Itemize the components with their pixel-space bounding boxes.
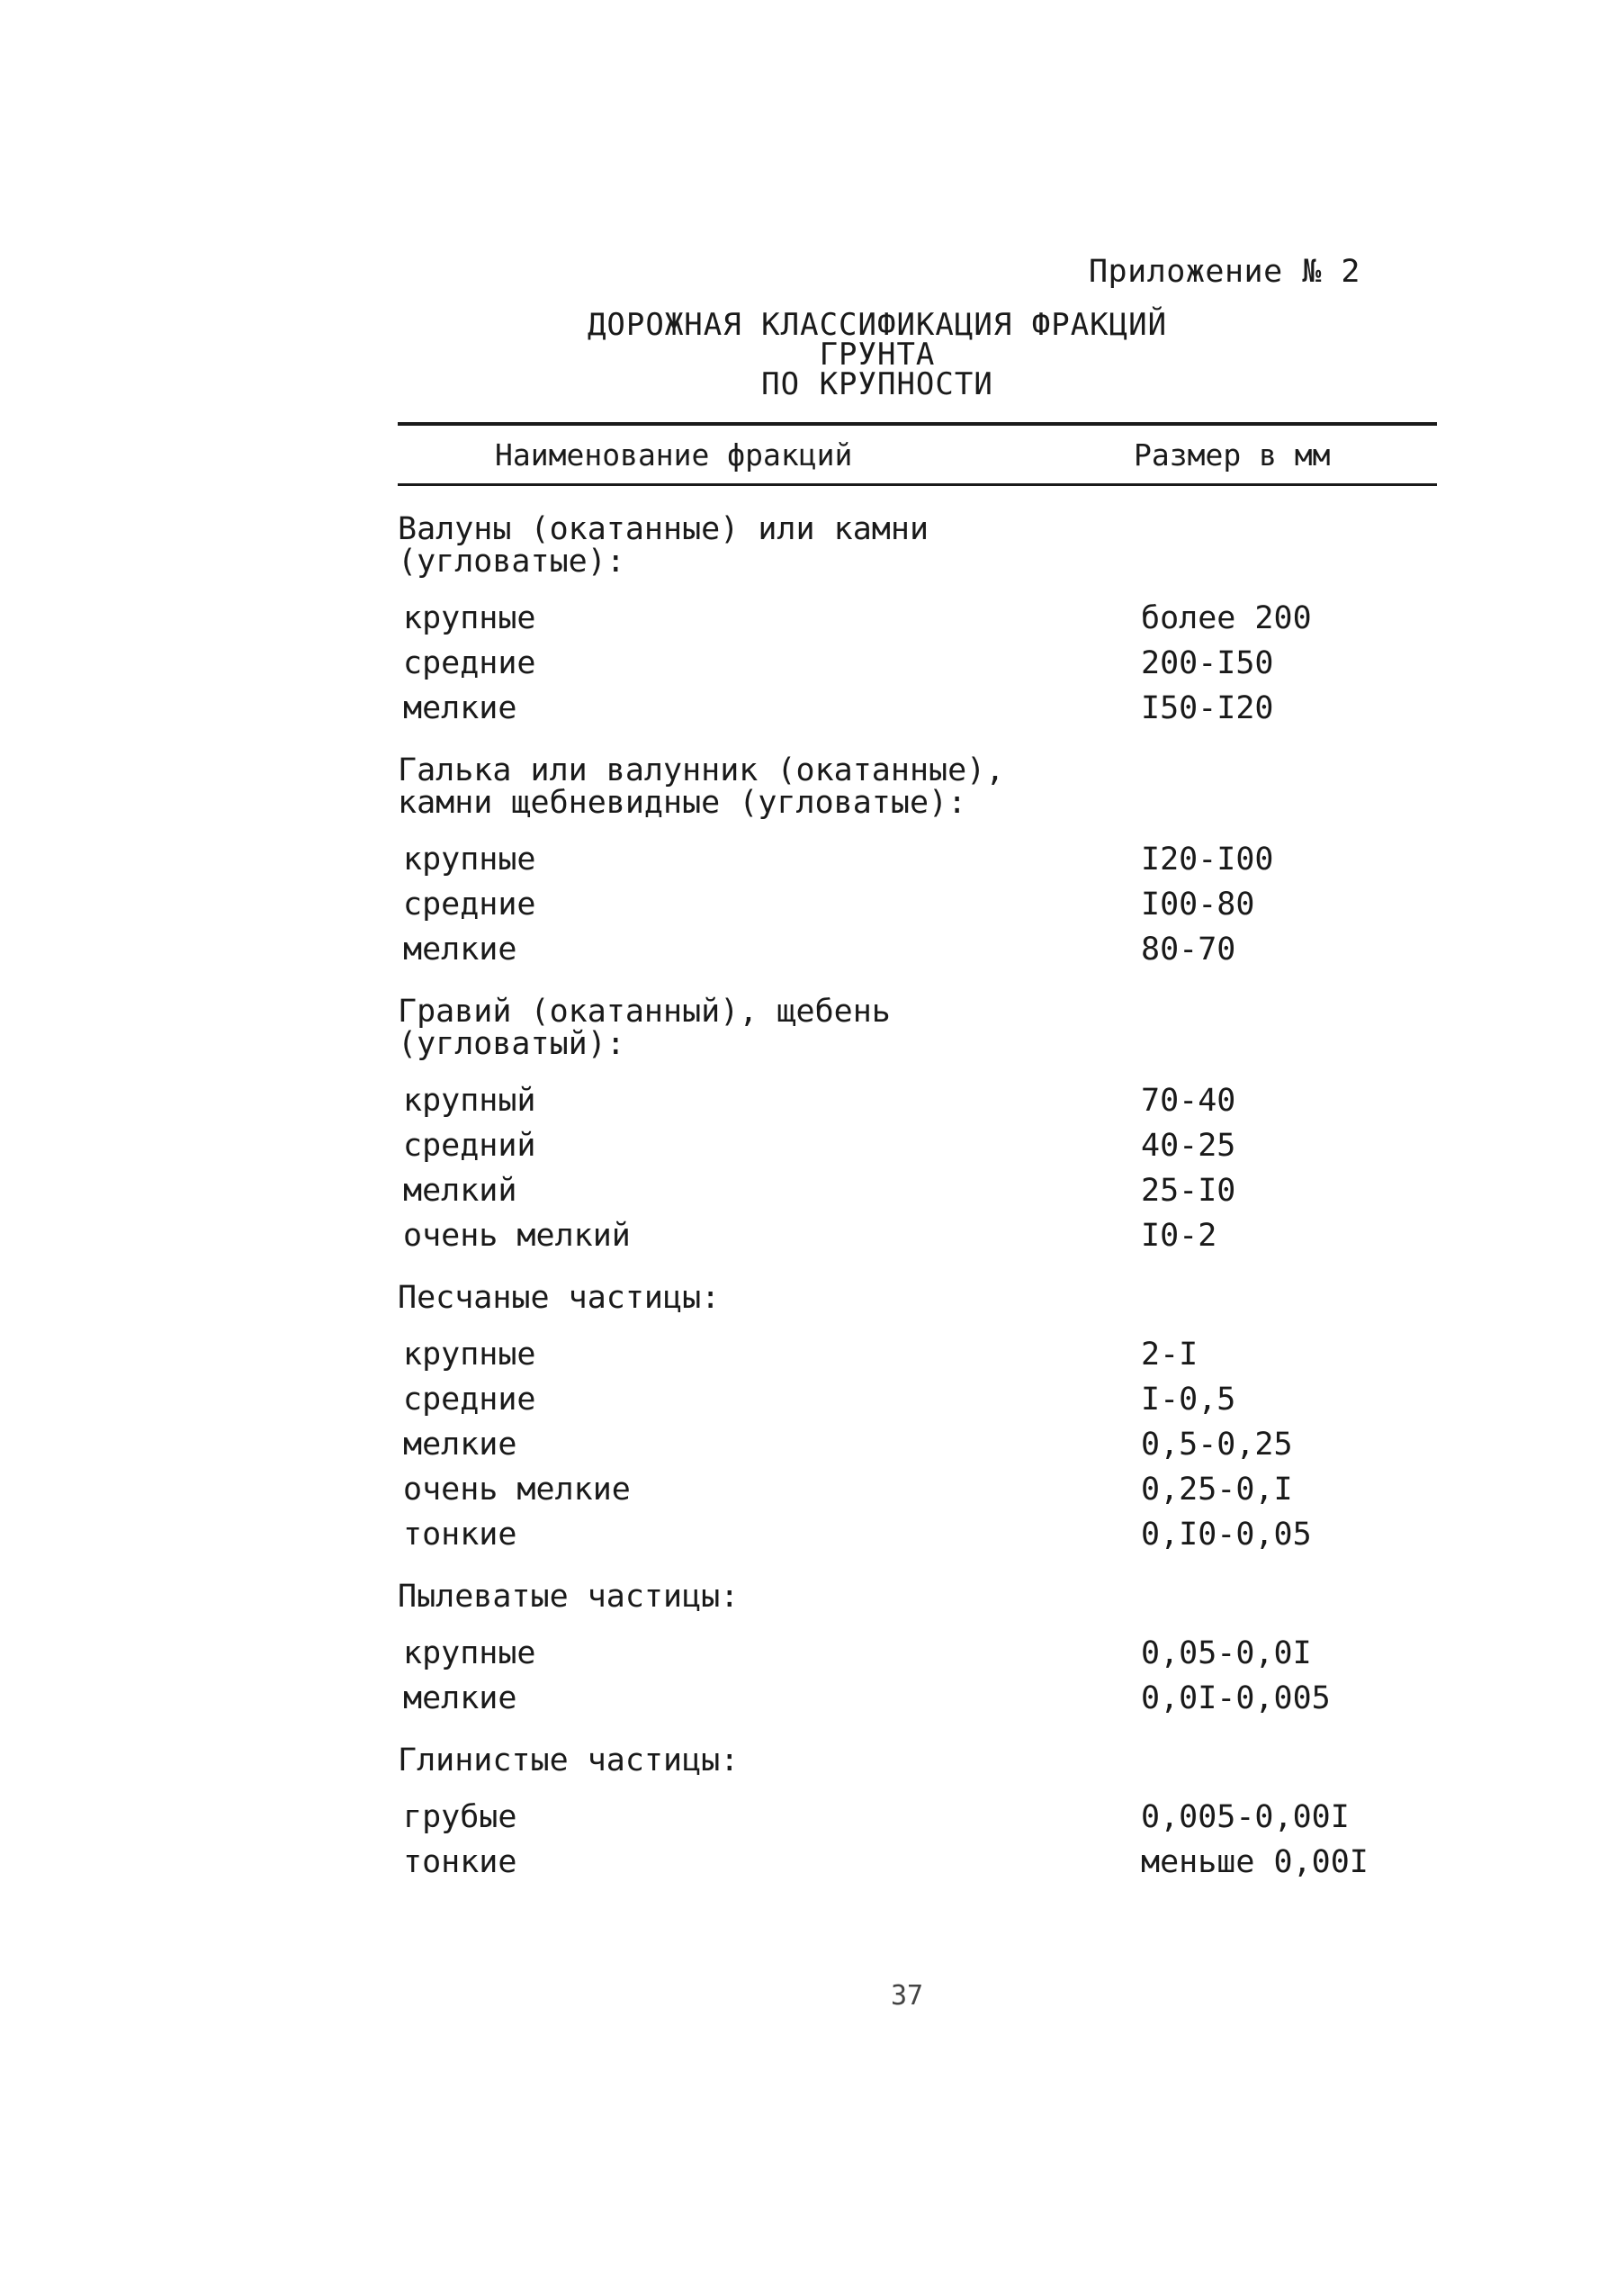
table-row <box>398 1213 1437 1258</box>
table-row <box>398 1512 1437 1557</box>
table-row <box>398 1168 1437 1213</box>
fraction-name: мелкие <box>403 690 517 726</box>
fraction-table <box>398 422 1437 1885</box>
fraction-name: средние <box>403 645 536 681</box>
table-header-rule <box>398 483 1437 486</box>
table-header <box>398 426 1437 483</box>
fraction-name: тонкие <box>403 1844 517 1880</box>
table-row <box>398 1631 1437 1676</box>
table-row <box>398 927 1437 972</box>
table-row <box>398 596 1437 641</box>
fraction-size: 0,005-0,00I <box>1141 1799 1350 1835</box>
group-title: Пылеватые частицы: <box>398 1579 740 1615</box>
group-title: Гравий (окатанный), щебень (угловатый): <box>398 994 891 1062</box>
fraction-size: более 200 <box>1141 600 1312 636</box>
fraction-name: тонкие <box>403 1517 517 1553</box>
appendix-label: Приложение № 2 <box>1088 254 1360 290</box>
table-row <box>398 1332 1437 1377</box>
table-body <box>398 513 1437 1885</box>
table-row <box>398 1795 1437 1840</box>
fraction-name: крупные <box>403 600 536 636</box>
fraction-size: I0-2 <box>1141 1218 1217 1254</box>
table-row <box>398 1840 1437 1885</box>
fraction-name: мелкий <box>403 1173 517 1209</box>
fraction-size: I00-80 <box>1141 887 1255 923</box>
document-title <box>540 307 1215 402</box>
fraction-name: крупные <box>403 1635 536 1671</box>
fraction-size: 0,0I-0,005 <box>1141 1680 1331 1716</box>
fraction-size: 25-I0 <box>1141 1173 1236 1209</box>
fraction-name: крупный <box>403 1083 536 1119</box>
table-row <box>398 1676 1437 1721</box>
fraction-size: I-0,5 <box>1141 1382 1236 1418</box>
fraction-name: крупные <box>403 1337 536 1373</box>
fraction-name: мелкие <box>403 1680 517 1716</box>
fraction-name: средние <box>403 1382 536 1418</box>
table-row <box>398 837 1437 882</box>
table-row <box>398 1377 1437 1422</box>
header-size: Размер в мм <box>1134 437 1331 473</box>
fraction-size: I50-I20 <box>1141 690 1274 726</box>
fraction-size: меньше 0,00I <box>1141 1844 1369 1880</box>
title-line-2: ПО КРУПНОСТИ <box>761 366 993 402</box>
group-title: Валуны (окатанные) или камни (угловатые): <box>398 511 929 580</box>
table-row <box>398 1422 1437 1467</box>
page-number: 37 <box>891 1980 924 2012</box>
fraction-size: 80-70 <box>1141 932 1236 968</box>
table-row <box>398 1078 1437 1123</box>
table-row <box>398 641 1437 686</box>
fraction-size: 2-I <box>1141 1337 1199 1373</box>
fraction-name: средний <box>403 1128 536 1164</box>
fraction-name: очень мелкие <box>403 1472 631 1508</box>
fraction-name: мелкие <box>403 1427 517 1463</box>
fraction-name: средние <box>403 887 536 923</box>
group-title: Галька или валунник (окатанные), камни щебневидные (угловатые): <box>398 752 1005 821</box>
fraction-name: грубые <box>403 1799 517 1835</box>
fraction-size: I20-I00 <box>1141 842 1274 878</box>
title-line-1: ДОРОЖНАЯ КЛАССИФИКАЦИЯ ФРАКЦИЙ ГРУНТА <box>587 307 1168 373</box>
table-row <box>398 1467 1437 1512</box>
fraction-size: 70-40 <box>1141 1083 1236 1119</box>
header-fraction-name: Наименование фракций <box>495 437 853 473</box>
fraction-name: мелкие <box>403 932 517 968</box>
fraction-size: 0,I0-0,05 <box>1141 1517 1312 1553</box>
fraction-size: 40-25 <box>1141 1128 1236 1164</box>
fraction-size: 0,5-0,25 <box>1141 1427 1293 1463</box>
table-row <box>398 686 1437 731</box>
group-title: Глинистые частицы: <box>398 1742 740 1778</box>
group-title: Песчаные частицы: <box>398 1280 721 1316</box>
fraction-name: очень мелкий <box>403 1218 631 1254</box>
fraction-size: 0,25-0,I <box>1141 1472 1293 1508</box>
fraction-size: 0,05-0,0I <box>1141 1635 1312 1671</box>
table-row <box>398 1123 1437 1168</box>
fraction-name: крупные <box>403 842 536 878</box>
fraction-size: 200-I50 <box>1141 645 1274 681</box>
table-row <box>398 882 1437 927</box>
